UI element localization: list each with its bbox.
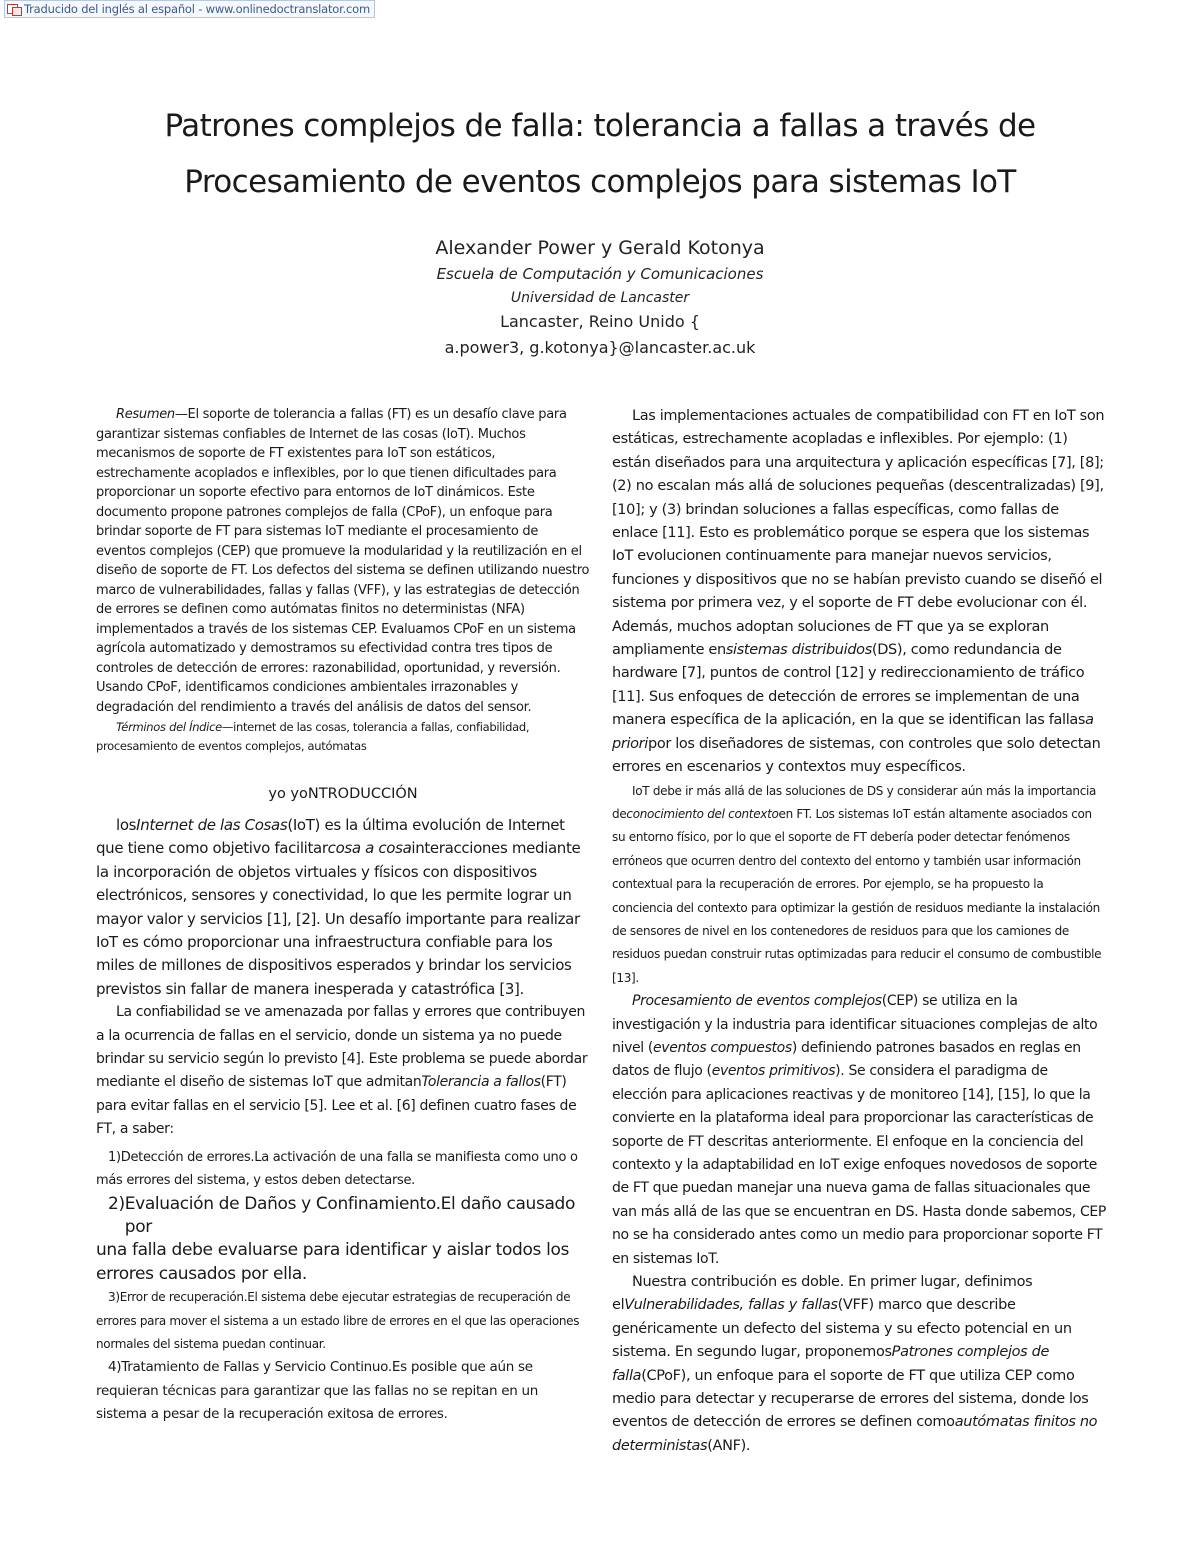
intro-p1-text-b: (IoT) es la última evolución de Internet que tiene como objetivo facilitar <box>96 816 565 858</box>
right-p3-text-c: ). Se considera el paradigma de elección para aplicaciones reactivas y de monitoreo [14], [15], lo que la convierte en la plataforma ideal para proporcionar las características de soporte de FT descritas anteriormente. El enfoque en la conciencia del contexto y la adaptabilidad en IoT exige enfoques novedosos de soporte de FT que puedan manejar una nueva gama de fallas situacionales que van más allá de las que se encuentran en DS. Hasta donde sabemos, CEP no se ha considerado antes como un medio para proporcionar soporte FT en sistemas IoT. <box>612 1063 1106 1267</box>
right-paragraph-1 <box>612 405 1106 780</box>
right-p1-text-b: (DS), como redundancia de hardware [7], puntos de control [12] y redireccionamiento de tráfico [11]. Sus enfoques de detección de errores se implementan de una manera específica de la aplicación, en la que se identifican las fallas <box>612 642 1086 729</box>
banner-text[interactable]: Traducido del inglés al español - www.onlinedoctranslator.com <box>24 2 371 16</box>
list-item-continuation: más errores del sistema, y estos deben detectarse. <box>96 1173 415 1189</box>
list-item-number: 1) <box>108 1149 121 1165</box>
list-item-continuation: errores para mover el sistema a un estado libre de errores en el que las operaciones normales del sistema puedan continuar. <box>96 1313 580 1351</box>
right-p3-italic-1: Procesamiento de eventos complejos <box>632 993 882 1010</box>
list-item-continuation: requieran técnicas para garantizar que las fallas no se repitan en un sistema a pesar de la recuperación exitosa de errores. <box>96 1382 538 1423</box>
right-p4-italic-2: Patrones complejos de falla <box>612 1344 1050 1384</box>
index-terms <box>96 718 590 756</box>
right-p4-text-b: (VFF) marco que describe genéricamente un defecto del sistema y su efecto potencial en un sistema. En segundo lugar, proponemos <box>612 1297 1072 1361</box>
right-p1-italic-1: sistemas distribuidos <box>725 642 872 659</box>
author-email: a.power3, g.kotonya}@lancaster.ac.uk <box>444 338 756 357</box>
intro-paragraph-1 <box>96 814 590 1001</box>
intro-p1-italic-2: cosa a cosa <box>327 839 412 858</box>
right-p3-text-a: (CEP) se utiliza en la investigación y la industria para identificar situaciones complejas de alto nivel ( <box>612 993 1098 1056</box>
author-school: Escuela de Computación y Comunicaciones <box>436 265 764 283</box>
index-terms-label: Términos del Índice <box>116 720 222 734</box>
intro-p1-text-c: interacciones mediante la incorporación de objetos virtuales y físicos con dispositivos electrónicos, sensores y conectividad, lo que les permite lograr un mayor valor y servicios [1], [2]. Un desafío importante para realizar IoT es cómo proporcionar una infraestructura confiable para los miles de millones de dispositivos esperados y brindar los servicios previstos sin fallar de manera inesperada y catastrófica [3]. <box>96 839 581 998</box>
list-item-first-line: El daño causado por <box>124 1193 576 1237</box>
right-p4-text-c: (CPoF), un enfoque para el soporte de FT que utiliza CEP como medio para detectar y recuperarse de errores del sistema, donde los eventos de detección de errores se definen como <box>612 1367 1089 1431</box>
list-item-first-line: Es posible que aún se <box>391 1359 533 1376</box>
right-p2-text-b: en FT. Los sistemas IoT están altamente asociados con su entorno físico, por lo que el soporte de FT debería poder detectar fenómenos erróneos que ocurren dentro del contexto del entorno y también usar información contextual para la recuperación de errores. Por ejemplo, se ha propuesto la conciencia del contexto para optimizar la gestión de residuos mediante la instalación de sensores de nivel en los contenedores de residuos para que los camiones de residuos puedan construir rutas optimizadas para reducir el consumo de combustible [13]. <box>612 806 1102 985</box>
list-item <box>96 1193 590 1287</box>
intro-p2-text-b: (FT) para evitar fallas en el servicio [5]. Lee et al. [6] definen cuatro fases de FT, a saber: <box>96 1074 577 1138</box>
list-item-number: 4) <box>108 1359 122 1376</box>
right-p3-italic-3: eventos primitivos <box>711 1063 836 1080</box>
list-item <box>96 1146 590 1193</box>
left-column <box>96 405 590 1427</box>
right-paragraph-3 <box>612 990 1106 1271</box>
right-p4-text-d: (ANF). <box>707 1437 751 1454</box>
list-item <box>96 1356 590 1426</box>
list-item <box>96 1286 590 1356</box>
author-names: Alexander Power y Gerald Kotonya <box>435 237 765 259</box>
list-item-head: Detección de errores. <box>120 1149 255 1165</box>
list-item-first-line: La activación de una falla se manifiesta como uno o <box>254 1149 578 1165</box>
intro-paragraph-2 <box>96 1001 590 1141</box>
list-item-head: Evaluación de Daños y Confinamiento. <box>124 1193 441 1214</box>
section-heading-introduction: yo yoNTRODUCCIÓN <box>268 786 418 802</box>
right-p2-italic: conocimiento del contexto <box>626 806 779 821</box>
translate-icon <box>7 4 21 15</box>
author-city: Lancaster, Reino Unido { <box>500 312 700 331</box>
intro-p1-italic-1: Internet de las Cosas <box>136 816 288 834</box>
right-p4-text-a: Nuestra contribución es doble. En primer lugar, definimos el <box>612 1274 1033 1314</box>
right-p3-text-b: ) definiendo patrones basados en reglas en datos de flujo ( <box>612 1039 1081 1080</box>
list-item-head: Tratamiento de Fallas y Servicio Continuo. <box>121 1359 392 1376</box>
right-p2-text-a: IoT debe ir más allá de las soluciones de DS y considerar aún más la importancia de <box>612 783 1097 821</box>
list-item-first-line: El sistema debe ejecutar estrategias de recuperación de <box>247 1290 571 1305</box>
right-p1-italic-2: a priori <box>612 712 1094 752</box>
list-item-head: Error de recuperación. <box>119 1290 248 1305</box>
author-university: Universidad de Lancaster <box>510 290 690 306</box>
right-p1-text-a: Las implementaciones actuales de compatibilidad con FT en IoT son estáticas, estrechamente acopladas e inflexibles. Por ejemplo: (1) están diseñados para una arquitectura y aplicación específicas [7], [8]; (2) no escalan más allá de soluciones pequeñas (descentralizadas) [9], [10]; y (3) brindan soluciones a fallas específicas, como fallas de enlace [11]. Esto es problemático porque se espera que los sistemas IoT evolucionen continuamente para manejar nuevos servicios, funciones y dispositivos que no se habían previsto cuando se diseñó el sistema por primera vez, y el soporte de FT debe evolucionar con él. Además, muchos adoptan soluciones de FT que ya se exploran ampliamente en <box>612 408 1105 659</box>
right-paragraph-2 <box>612 780 1106 991</box>
paper-title-line-1: Patrones complejos de falla: tolerancia a fallas a través de <box>164 108 1036 144</box>
intro-p1-text-a: los <box>116 816 137 834</box>
index-terms-text: —internet de las cosas, tolerancia a fallas, confiabilidad, procesamiento de eventos complejos, autómatas <box>96 720 530 753</box>
translation-banner[interactable] <box>4 0 375 18</box>
right-column <box>612 405 1106 1458</box>
abstract-text: —El soporte de tolerancia a fallas (FT) es un desafío clave para garantizar sistemas confiables de Internet de las cosas (IoT). Muchos mecanismos de soporte de FT existentes para IoT son estáticos, estrechamente acoplados e inflexibles, por lo que tienen dificultades para proporcionar un soporte efectivo para entornos de IoT dinámicos. Este documento propone patrones complejos de falla (CPoF), un enfoque para brindar soporte de FT para sistemas IoT mediante el procesamiento de eventos complejos (CEP) que promueve la modularidad y la reutilización en el diseño de soporte de FT. Los defectos del sistema se definen utilizando nuestro marco de vulnerabilidades, fallas y fallas (VFF), y las estrategias de detección de errores se definen como autómatas finitos no deterministas (NFA) implementados a través de los sistemas CEP. Evaluamos CPoF en un sistema agrícola automatizado y demostramos su efectividad contra tres tipos de controles de detección de errores: razonabilidad, oportunidad, y reversión. Usando CPoF, identificamos condiciones ambientales irrazonables y degradación del rendimiento a través del análisis de datos del sensor. <box>96 407 590 715</box>
ft-phases-list <box>96 1146 590 1427</box>
right-p3-italic-2: eventos compuestos <box>653 1039 792 1056</box>
abstract-label: Resumen <box>116 407 175 422</box>
right-p4-italic-3: autómatas finitos no deterministas <box>612 1414 1098 1454</box>
intro-p2-text-a: La confiabilidad se ve amenazada por fallas y errores que contribuyen a la ocurrencia de fallas en el servicio, donde un sistema ya no puede brindar su servicio según lo previsto [4]. Este problema se puede abordar mediante el diseño de sistemas IoT que admitan <box>96 1004 588 1091</box>
list-item-continuation: una falla debe evaluarse para identificar y aislar todos los errores causados por ella. <box>96 1240 570 1284</box>
right-paragraph-4 <box>612 1271 1106 1458</box>
right-p4-italic-1: Vulnerabilidades, fallas y fallas <box>624 1297 838 1314</box>
abstract <box>96 405 590 717</box>
right-p1-text-c: por los diseñadores de sistemas, con controles que solo detectan errores en escenarios y contextos muy específicos. <box>612 735 1101 776</box>
list-item-number: 3) <box>108 1290 120 1305</box>
paper-title-line-2: Procesamiento de eventos complejos para sistemas IoT <box>184 164 1016 200</box>
intro-p2-italic: Tolerancia a fallos <box>421 1074 541 1091</box>
list-item-number: 2) <box>108 1193 125 1214</box>
